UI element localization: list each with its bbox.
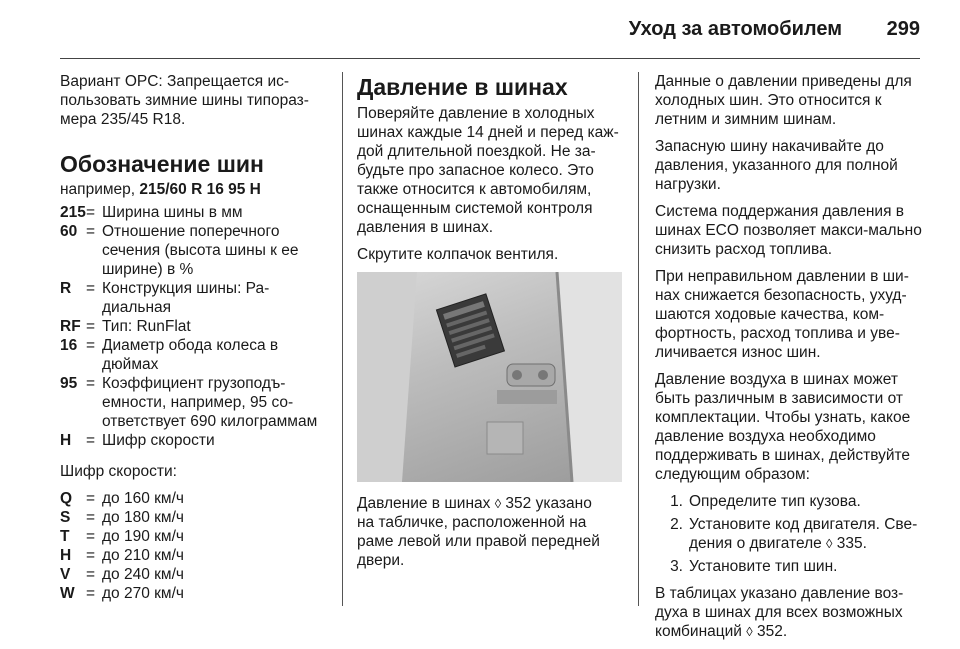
- placard-caption: Давление в шинах ◊ 352 указано: [357, 495, 592, 512]
- list-item: 3. Установите тип шин.: [670, 558, 838, 575]
- speed-row: V = до 240 км/ч: [60, 566, 184, 583]
- ref-arrow-icon: ◊: [494, 496, 502, 511]
- check-pressure-paragraph: Поверяйте давление в холодных шинах каждые 14 дней и перед каж-дой длительной поездкой. Не за-будьте про запасное колесо. Это также относится к автомобилям, оснащенным системой контроля давления в шинах.: [357, 105, 619, 236]
- page-header: [0, 0, 960, 60]
- example-prefix: например,: [60, 181, 140, 198]
- wrong-pressure-paragraph: При неправильном давлении в ши-нах снижается безопасность, ухуд-шаются ходовые качества, ком-фортность, расход топлива и уве-личивается износ шин.: [655, 268, 909, 361]
- list-item: 2. Установите код двигателя. Све-дения о двигателе ◊ 335.: [670, 516, 918, 552]
- steps-list: [655, 492, 925, 576]
- chapter-title: Уход за автомобилем: [628, 18, 842, 40]
- column-divider: [638, 72, 639, 606]
- configuration-paragraph: Давление воздуха в шинах может быть различным в зависимости от комплектации. Чтобы узнать, какое давление воздуха необходимо поддерживать в шинах, действуйте следующим образом:: [655, 371, 911, 483]
- tables-paragraph: В таблицах указано давление воз-духа в шинах для всех возможных комбинаций ◊ 352.: [655, 585, 904, 640]
- definition-row: 215 = Ширина шины в мм: [60, 204, 243, 221]
- valve-cap-paragraph: Скрутите колпачок вентиля.: [357, 246, 559, 263]
- ref-arrow-icon: ◊: [746, 624, 753, 639]
- eco-paragraph: Система поддержания давления в шинах ECO позволяет макси-мально снизить расход топлива.: [655, 203, 922, 258]
- door-frame-illustration: [357, 272, 622, 482]
- list-item: 1. Определите тип кузова.: [670, 493, 861, 510]
- page-number: 299: [886, 18, 920, 40]
- tire-code-definitions: [60, 203, 332, 450]
- tire-marking-heading: Обозначение шин: [60, 151, 264, 177]
- speed-row: H = до 210 км/ч: [60, 547, 184, 564]
- column-divider: [342, 72, 343, 606]
- opc-note: Вариант OPC: Запрещается ис-пользовать зимние шины типораз-мера 235/45 R18.: [60, 73, 309, 128]
- column-2: [357, 72, 625, 578]
- definition-row: R = Конструкция шины: Ра-диальная: [60, 280, 270, 316]
- tire-pressure-heading: Давление в шинах: [357, 74, 568, 100]
- example-code: 215/60 R 16 95 H: [139, 181, 261, 198]
- definition-row: 16 = Диаметр обода колеса в дюймах: [60, 337, 279, 373]
- cold-tires-paragraph: Данные о давлении приведены для холодных шин. Это относится к летним и зимним шинам.: [655, 73, 912, 128]
- column-1: [60, 72, 332, 615]
- speed-code-heading: Шифр скорости:: [60, 463, 177, 480]
- speed-row: Q = до 160 км/ч: [60, 490, 184, 507]
- column-3: [655, 72, 925, 649]
- definition-row: 95 = Коэффициент грузоподъ-емности, например, 95 со-ответствует 690 килограммам: [60, 375, 318, 430]
- door-frame-photo: [357, 272, 622, 482]
- placard-caption-cont: на табличке, расположенной на раме левой или правой передней двери.: [357, 514, 600, 569]
- example-line: [60, 180, 332, 199]
- definition-row: H = Шифр скорости: [60, 432, 215, 449]
- speed-row: T = до 190 км/ч: [60, 528, 184, 545]
- ref-arrow-icon: ◊: [826, 536, 833, 551]
- spare-tire-paragraph: Запасную шину накачивайте до давления, указанного для полной нагрузки.: [655, 138, 898, 193]
- definition-row: RF = Тип: RunFlat: [60, 318, 191, 335]
- definition-row: 60 = Отношение поперечного сечения (высота шины к ее ширине) в %: [60, 223, 299, 278]
- speed-row: W = до 270 км/ч: [60, 585, 184, 602]
- speed-code-list: [60, 489, 332, 603]
- speed-row: S = до 180 км/ч: [60, 509, 184, 526]
- header-rule: [60, 58, 920, 59]
